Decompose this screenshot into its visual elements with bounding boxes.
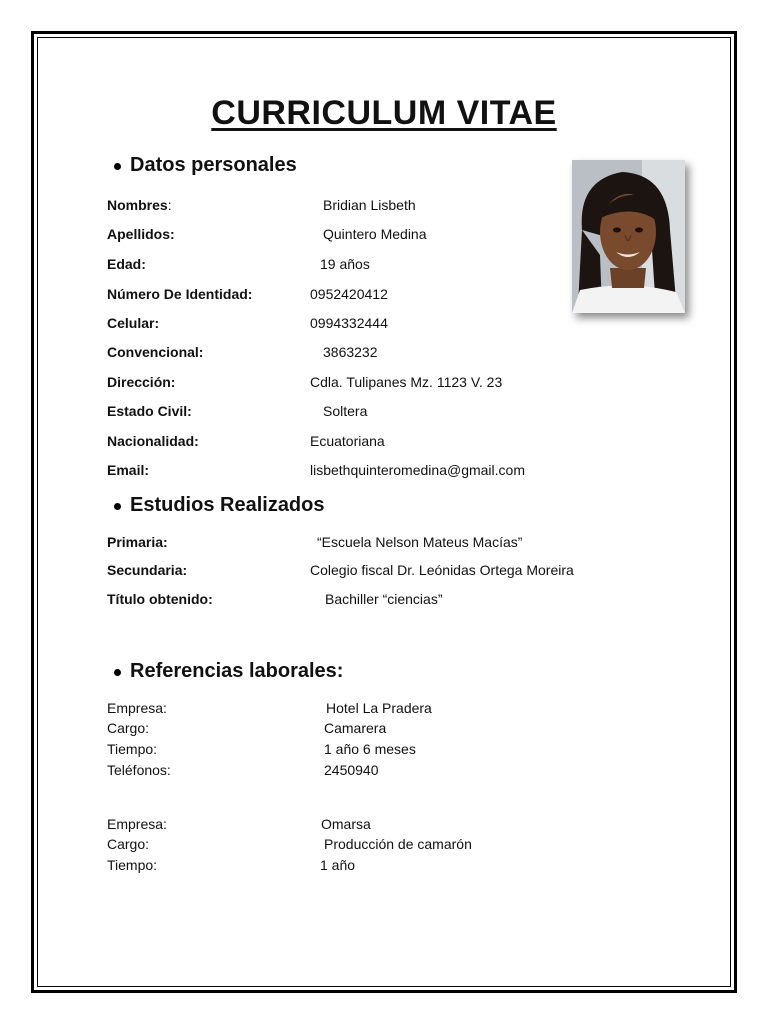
personal-row bbox=[107, 344, 667, 364]
profile-photo bbox=[572, 160, 685, 313]
field-label: Nacionalidad: bbox=[107, 433, 199, 449]
field-label: Primaria: bbox=[107, 534, 168, 550]
reference-row bbox=[107, 816, 667, 836]
field-label: Empresa: bbox=[107, 700, 167, 716]
field-value: 19 años bbox=[320, 256, 370, 272]
personal-row bbox=[107, 462, 667, 482]
reference-row bbox=[107, 857, 667, 877]
field-value: 1 año bbox=[320, 857, 356, 873]
reference-row bbox=[107, 700, 667, 720]
field-label-colon: : bbox=[167, 197, 172, 213]
field-value: 1 año 6 meses bbox=[324, 741, 416, 757]
section-heading-text: Referencias laborales: bbox=[130, 660, 344, 682]
field-label: Cargo: bbox=[107, 836, 150, 852]
studies-row bbox=[107, 562, 667, 582]
bullet-icon bbox=[114, 669, 121, 676]
personal-row bbox=[107, 315, 667, 335]
field-value-email: lisbethquinteromedina@gmail.com bbox=[310, 462, 525, 478]
reference-row bbox=[107, 836, 667, 856]
field-label: Número De Identidad: bbox=[107, 286, 253, 302]
field-value: “Escuela Nelson Mateus Macías” bbox=[317, 534, 523, 550]
field-value: Hotel La Pradera bbox=[326, 700, 432, 716]
section-heading-references bbox=[130, 660, 343, 683]
section-heading-personal bbox=[130, 154, 297, 177]
field-label: Nombres bbox=[107, 197, 168, 213]
field-label: Edad: bbox=[107, 256, 146, 272]
personal-row bbox=[107, 433, 667, 453]
field-label: Convencional: bbox=[107, 344, 204, 360]
field-value: Cdla. Tulipanes Mz. 1123 V. 23 bbox=[310, 374, 503, 390]
field-value: 2450940 bbox=[324, 762, 379, 778]
field-value: Omarsa bbox=[321, 816, 371, 832]
reference-row bbox=[107, 762, 667, 782]
field-label: Dirección: bbox=[107, 374, 176, 390]
section-heading-text: Estudios Realizados bbox=[130, 494, 325, 516]
field-label: Título obtenido: bbox=[107, 591, 213, 607]
field-label: Empresa: bbox=[107, 816, 167, 832]
field-label: Tiempo: bbox=[107, 857, 158, 873]
field-value: Bachiller “ciencias” bbox=[325, 591, 443, 607]
field-label: Secundaria: bbox=[107, 562, 188, 578]
portrait-illustration bbox=[572, 160, 685, 313]
field-value: Quintero Medina bbox=[323, 226, 427, 242]
personal-row bbox=[107, 374, 667, 394]
page-title: CURRICULUM VITAE bbox=[211, 94, 557, 132]
field-value: Camarera bbox=[324, 720, 387, 736]
field-label: Estado Civil: bbox=[107, 403, 192, 419]
field-label: Email: bbox=[107, 462, 150, 478]
bullet-icon bbox=[114, 503, 121, 510]
field-label: Apellidos: bbox=[107, 226, 175, 242]
field-value: Colegio fiscal Dr. Leónidas Ortega Moreira bbox=[310, 562, 574, 578]
field-label: Tiempo: bbox=[107, 741, 158, 757]
studies-row bbox=[107, 591, 667, 611]
field-value: Producción de camarón bbox=[324, 836, 472, 852]
field-value: 0952420412 bbox=[310, 286, 388, 302]
field-value: Bridian Lisbeth bbox=[323, 197, 416, 213]
section-heading-studies bbox=[130, 494, 325, 517]
studies-row bbox=[107, 534, 667, 554]
field-value: 0994332444 bbox=[310, 315, 388, 331]
field-label: Teléfonos: bbox=[107, 762, 171, 778]
bullet-icon bbox=[114, 163, 121, 170]
field-value: Soltera bbox=[323, 403, 368, 419]
field-value: 3863232 bbox=[323, 344, 378, 360]
personal-row bbox=[107, 403, 667, 423]
reference-row bbox=[107, 741, 667, 761]
field-label: Cargo: bbox=[107, 720, 150, 736]
reference-row bbox=[107, 720, 667, 740]
field-label: Celular: bbox=[107, 315, 160, 331]
field-value: Ecuatoriana bbox=[310, 433, 385, 449]
section-heading-text: Datos personales bbox=[130, 154, 297, 176]
